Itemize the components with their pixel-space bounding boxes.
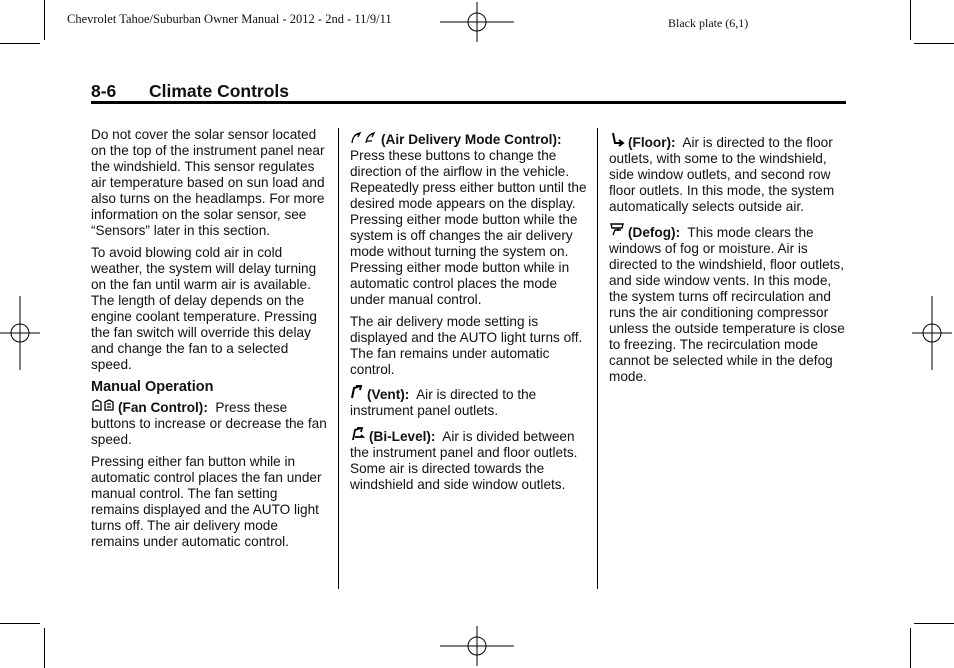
bilevel-text: Air is divided between the instrument panel and floor outlets. Some air is directed towards the windshield and side window outlets.: [350, 429, 578, 492]
crop-mark-bottom-right-h: [914, 623, 954, 624]
solar-sensor-paragraph: Do not cover the solar sensor located on the top of the instrument panel near the windshield. This sensor regulates air temperature based on sun load and also turns on the headlamps. For more information on the solar sensor, see “Sensors” later in this section.: [91, 127, 325, 238]
section-rule: [91, 101, 846, 104]
crop-mark-top-left-v: [44, 0, 45, 40]
fan-control-text: Press these buttons to increase or decrease the fan speed.: [91, 400, 327, 447]
air-delivery-mode-icon: [350, 131, 378, 147]
defog-paragraph: [609, 221, 849, 385]
column-2: [350, 131, 588, 499]
defog-text: This mode clears the windows of fog or moisture. Air is directed to the windshield, floor outlets, and side window vents. In this mode, the system turns off recirculation and runs the air conditioning compressor unless the outside temperature is close to freezing. The recirculation mode cannot be selected while in the defog mode.: [609, 225, 845, 384]
fan-control-icon: [91, 399, 115, 415]
fan-control-label: (Fan Control):: [118, 400, 208, 415]
manual-operation-heading: Manual Operation: [91, 379, 214, 395]
column-1: [91, 127, 329, 556]
registration-mark-top-icon: [440, 2, 514, 42]
plate-label: Black plate (6,1): [668, 16, 749, 30]
defog-label: (Defog):: [628, 225, 681, 240]
column-divider-1: [338, 128, 339, 589]
floor-text: Air is directed to the floor outlets, with some to the windshield, side window outlets, and second row floor outlets. In this mode, the system automatically selects outside air.: [609, 135, 835, 214]
vent-text: Air is directed to the instrument panel outlets.: [350, 387, 537, 418]
bilevel-icon: [350, 425, 366, 444]
crop-mark-top-left-h: [0, 43, 40, 44]
crop-mark-top-right-v: [910, 0, 911, 40]
floor-label: (Floor):: [628, 135, 676, 150]
air-delivery-text: Press these buttons to change the direction of the airflow in the vehicle. Repeatedly press either button until the desired mode appears on the display. Pressing either mode button while the system is off changes the air delivery mode without turning the system on. Pressing either mode button while in automatic control places the mode under manual control.: [350, 148, 587, 307]
registration-mark-right-icon: [912, 296, 952, 370]
crop-mark-bottom-left-v: [44, 628, 45, 668]
crop-mark-bottom-left-h: [0, 623, 40, 624]
fan-control-paragraph: [91, 399, 329, 448]
fan-delay-paragraph: To avoid blowing cold air in cold weather, the system will delay turning on the fan until warm air is available. The length of delay depends on the engine coolant temperature. Pressing the fan switch will override this delay and change the fan to a selected speed.: [91, 245, 317, 372]
section-number: 8-6: [91, 81, 117, 101]
manual-fan-paragraph: Pressing either fan button while in automatic control places the fan under manual control. The fan setting remains displayed and the AUTO light turns off. The air delivery mode remains under automatic control.: [91, 454, 322, 549]
column-divider-2: [597, 128, 598, 589]
floor-paragraph: [609, 131, 849, 215]
air-delivery-setting-paragraph: The air delivery mode setting is displayed and the AUTO light turns off. The fan remains under automatic control.: [350, 314, 583, 377]
registration-mark-left-icon: [0, 296, 40, 370]
bilevel-label: (Bi-Level):: [369, 429, 436, 444]
bilevel-paragraph: [350, 425, 588, 493]
vent-icon: [350, 384, 364, 402]
floor-icon: [609, 131, 625, 150]
crop-mark-bottom-right-v: [910, 628, 911, 668]
vent-paragraph: [350, 384, 588, 419]
vent-label: (Vent):: [367, 387, 410, 402]
crop-mark-top-right-h: [914, 43, 954, 44]
section-title: Climate Controls: [149, 81, 290, 101]
air-delivery-label: (Air Delivery Mode Control):: [381, 132, 562, 147]
registration-mark-bottom-icon: [440, 626, 514, 666]
column-3: [609, 131, 849, 391]
manual-info: Chevrolet Tahoe/Suburban Owner Manual - 2012 - 2nd - 11/9/11: [67, 12, 392, 26]
air-delivery-paragraph: [350, 131, 588, 308]
defog-icon: [609, 221, 625, 240]
